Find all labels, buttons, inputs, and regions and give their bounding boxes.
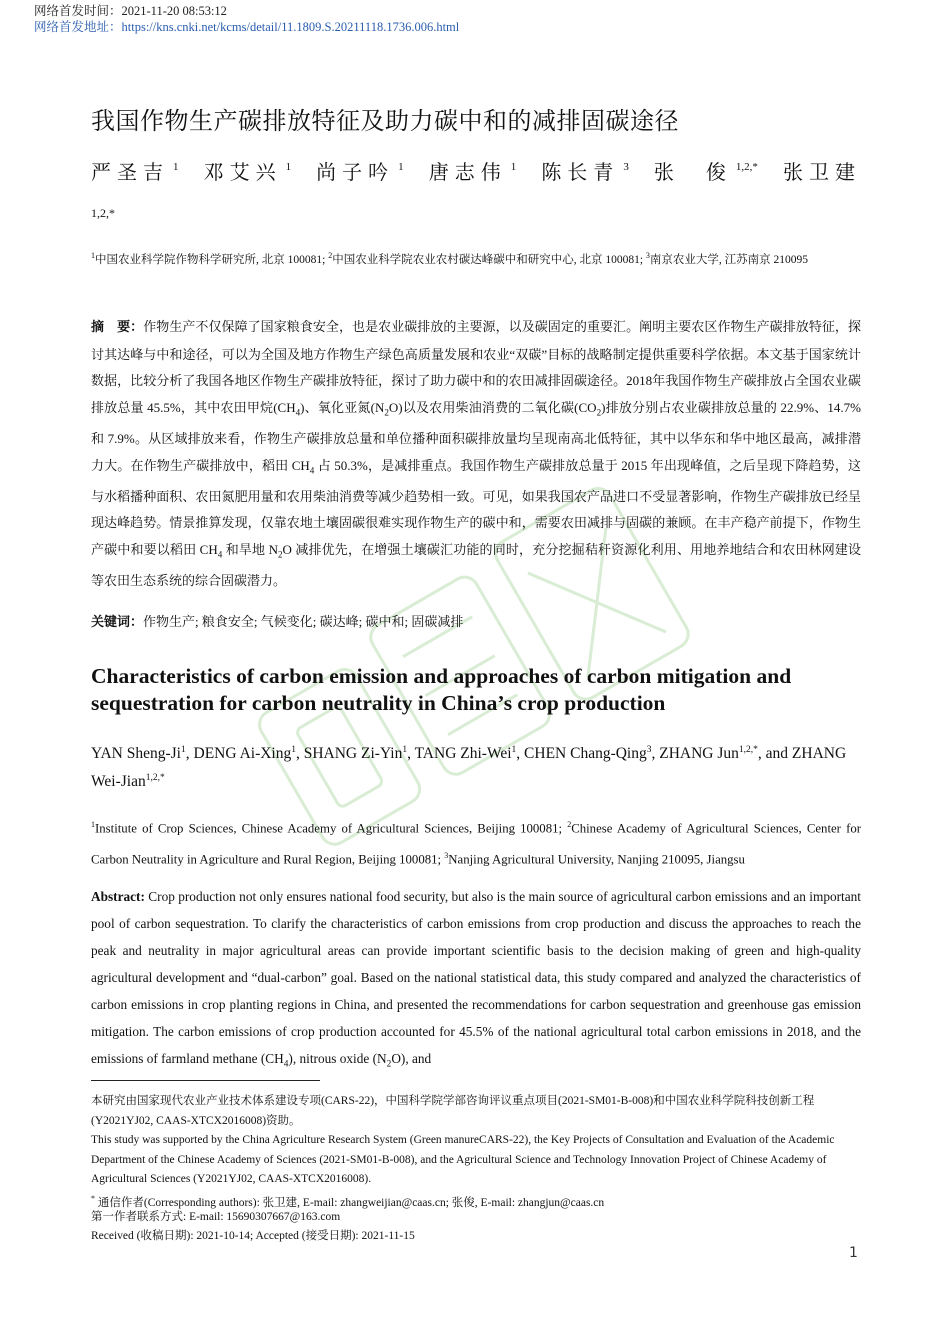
author-cn: 邓艾兴 $^1$ [203,160,292,184]
abstract-cn-label: 摘 要： [91,320,144,335]
author-cn: 陈长青 $^3$ [541,160,629,184]
footnote-divider [91,1080,320,1081]
abstract-english: Abstract: Crop production not only ensures national food security, but also is the main source of agricultural carbon emissions and an important pool of carbon sequestration. To clarify the characteristics of carbon emissions from crop production and discuss the approaches to reach the peak and neutrality in major agricultural areas can provide important scientific basis to the decision making of green and high-quality agricultural development and “dual-carbon” goal. Based on the national statistical data, this study compared and analyzed the characteristics of carbon emissions in crop planting regions in China, and presented the recommendations for carbon sequestration and greenhouse gas emission mitigation. The carbon emissions of crop production accounted for 45.5% of the national agricultural total carbon emissions in 2018, and the emissions of farmland methane $(CH_4)$, nitrous oxide $(N_2O)$, and [91,889,861,1070]
publication-url-link[interactable]: https://kns.cnki.net/kcms/detail/11.1809.S.20211118.1736.006.html [121,20,460,34]
author-cn: 张卫建 [782,160,861,184]
footnote-first-author: 第一作者联系方式: E-mail: 15690307667@163.com [91,1211,341,1223]
keywords-chinese [91,611,861,634]
author-cn: 尚子吟 $^1$ [316,160,404,184]
abstract-chinese: 摘 要：作物生产不仅保障了国家粮食安全，也是农业碳排放的主要源，以及碳固定的重要汇。阐明主要农区作物生产碳排放特征，探讨其达峰与中和途径，可以为全国及地方作物生产绿色高质量发展和农业“双碳”目标的战略制定提供重要科学依据。本文基于国家统计数据，比较分析了我国各地区作物生产碳排放特征，探讨了助力碳中和的农田减排固碳途径。2018年我国作物生产碳排放占全国农业碳排放总量 45.5%，其中农田甲烷$(CH_4)$、氧化亚氮$(N_2O)$以及农用柴油消费的二氧化碳$(CO_2)$排放分别占农业碳排放总量的 22.9%、14.7%和 7.9%。从区域排放来看，作物生产碳排放总量和单位播种面积碳排放量均呈现南高北低特征，其中以华东和华中地区最高，减排潜力大。在作物生产碳排放中，稻田 $CH_4$ 占 50.3%，是减排重点。我国作物生产碳排放总量于 2015 年出现峰值，之后呈现下降趋势，这与水稻播种面积、农田氮肥用量和农用柴油消费等减少趋势相一致。可见，如果我国农产品进口不受显著影响，作物生产碳排放已经呈现达峰趋势。情景推算发现，仅靠农地土壤固碳很难实现作物生产的碳中和，需要农田减排与固碳的兼顾。在丰产稳产前提下，作物生产碳中和要以稻田 $CH_4$ 和旱地 $N_2O$ 减排优先，在增强土壤碳汇功能的同时，充分挖掘秸秆资源化利用、用地养地结合和农田林网建设等农田生态系统的综合固碳潜力。 [91,319,862,589]
footnote-funding-en: This study was supported by the China Agriculture Research System (Green manureCARS-22), the Key Projects of Consultation and Evaluation of the Academic Department of the Chinese Academy of Sciences (2021-SM01-B-008), and the Agricultural Science and Technology Innovation Project of Chinese Academy of Agricultural Sciences (Y2021YJ02, CAAS-XTCX2016008). [91,1134,835,1185]
authors-english: YAN Sheng-Ji$^1$, DENG Ai-Xing$^1$, SHANG Zi-Yin$^1$, TANG Zhi-Wei$^1$, CHEN Chang-Qing$^3$, ZHANG Jun$^{1,2,*}$, and ZHANG Wei-Jian$^{1,2,*}$ [91,745,847,791]
affiliations-english: $^1$Institute of Crop Sciences, Chinese Academy of Agricultural Sciences, Beijing 100081; $^2$Chinese Academy of Agricultural Sciences, Center for Carbon Neutrality in Agriculture and Rural Region, Beijing 100081; $^3$Nanjing Agricultural University, Nanjing 210095, Jiangsu [91,820,861,867]
title-chinese: 我国作物生产碳排放特征及助力碳中和的减排固碳途径 [91,107,679,135]
footnote-corresponding: * 通信作者(Corresponding authors): 张卫建, E-mail: zhangweijian@caas.cn; 张俊, E-mail: zhangjun@caas.cn [91,1194,605,1209]
footnote-funding-cn: 本研究由国家现代农业产业技术体系建设专项(CARS-22)，中国科学院学部咨询评议重点项目(2021-SM01-B-008)和中国农业科学院科技创新工程(Y2021YJ02, CAAS-XTCX2016008)资助。 [91,1095,815,1127]
footnote-received: Received (收稿日期): 2021-10-14; Accepted (接受日期): 2021-11-15 [91,1230,415,1242]
keywords-text: 作物生产; 粮食安全; 气候变化; 碳达峰; 碳中和; 固碳减排 [143,614,464,629]
publication-url-line [34,19,459,36]
abstract-en-label: Abstract: [91,889,145,904]
author-affiliation-marker: 1,2,* [91,206,115,220]
authors-chinese [91,156,861,185]
author-cn: 严圣吉 $^1$ [91,160,179,184]
title-english: Characteristics of carbon emission and approaches of carbon mitigation and sequestration for carbon neutrality in China’s crop production [91,664,792,715]
publication-time: 网络首发时间：2021-11-20 08:53:12 [34,4,227,18]
keywords-label: 关键词： [91,615,144,630]
publication-url-label: 网络首发地址： [34,20,122,34]
page-number: 1 [849,1245,858,1261]
author-cn: 唐志伟 $^1$ [428,160,517,184]
author-cn: 张 俊 $^{1,2,*}$ [653,160,758,184]
affiliations-chinese: $^1$中国农业科学院作物科学研究所, 北京 100081; $^2$中国农业科学院农业农村碳达峰碳中和研究中心, 北京 100081; $^3$南京农业大学, 江苏南京 210095 [91,251,809,266]
